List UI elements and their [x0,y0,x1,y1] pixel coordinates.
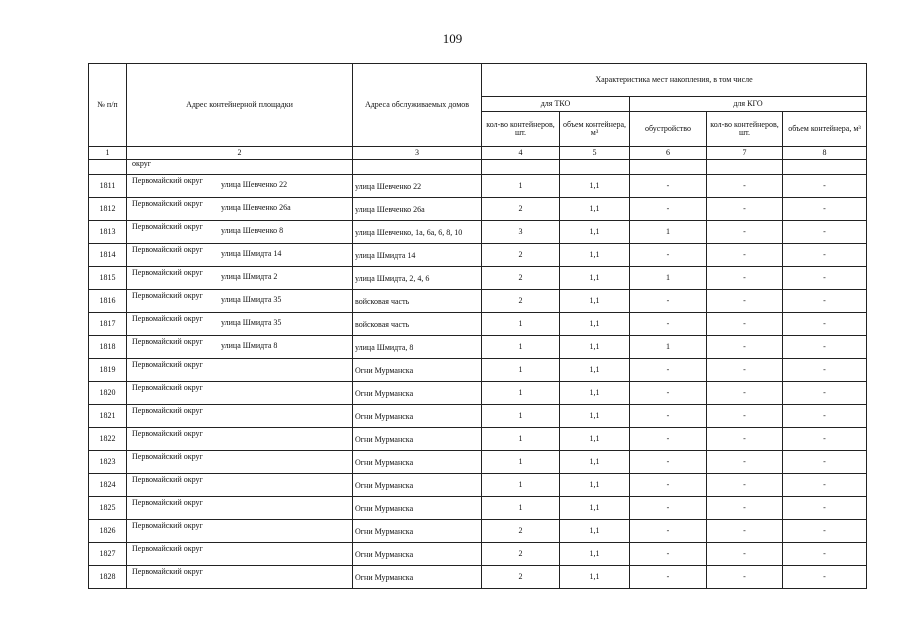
served-houses: улица Шмидта, 2, 4, 6 [353,267,482,290]
kgo-arrangement: - [630,451,707,474]
row-number: 1815 [89,267,127,290]
kgo-volume: - [783,405,867,428]
tko-volume: 1,1 [560,566,630,589]
site-address-cell [127,313,353,336]
kgo-arrangement: - [630,520,707,543]
tko-volume: 1,1 [560,244,630,267]
table-row [89,474,867,497]
column-number: 4 [482,147,560,160]
site-address-cell [127,497,353,520]
site-address-cell [127,244,353,267]
site-street: улица Шмидта 14 [221,249,282,258]
site-street: улица Шевченко 22 [221,180,288,189]
table-row [89,382,867,405]
column-number: 1 [89,147,127,160]
table-row [89,497,867,520]
kgo-arrangement: - [630,382,707,405]
site-district: Первомайский округ [132,475,203,484]
tko-volume: 1,1 [560,520,630,543]
table-row [89,520,867,543]
column-number: 8 [783,147,867,160]
row-number: 1826 [89,520,127,543]
kgo-volume: - [783,175,867,198]
header-kgo-count: кол-во контейнеров, шт. [707,112,783,147]
table-row [89,336,867,359]
kgo-count: - [707,382,783,405]
site-address-cell [127,198,353,221]
kgo-volume: - [783,359,867,382]
row-number: 1817 [89,313,127,336]
column-number: 7 [707,147,783,160]
header-tko-volume: объем контейнера, м³ [560,112,630,147]
continuation-row [89,160,867,175]
served-houses: Огни Мурманска [353,497,482,520]
kgo-arrangement: - [630,405,707,428]
served-houses: улица Шевченко, 1а, 6а, 6, 8, 10 [353,221,482,244]
site-address-cell [127,267,353,290]
served-houses: войсковая часть [353,313,482,336]
header-served: Адреса обслуживаемых домов [353,64,482,147]
kgo-arrangement: - [630,497,707,520]
column-number: 5 [560,147,630,160]
site-district: Первомайский округ [132,521,203,530]
table-row [89,405,867,428]
site-address-cell [127,520,353,543]
kgo-volume: - [783,221,867,244]
served-houses: Огни Мурманска [353,428,482,451]
site-district: Первомайский округ [132,383,203,392]
kgo-count: - [707,198,783,221]
kgo-count: - [707,313,783,336]
kgo-volume: - [783,198,867,221]
tko-volume: 1,1 [560,290,630,313]
row-number: 1825 [89,497,127,520]
site-street: улица Шмидта 35 [221,295,282,304]
tko-count: 2 [482,267,560,290]
kgo-count: - [707,359,783,382]
column-numbers-row [89,147,867,160]
kgo-count: - [707,451,783,474]
kgo-count: - [707,290,783,313]
table-row [89,175,867,198]
row-number: 1818 [89,336,127,359]
site-address-cell [127,405,353,428]
site-street: улица Шевченко 26а [221,203,291,212]
site-address-cell [127,290,353,313]
kgo-arrangement: - [630,543,707,566]
tko-volume: 1,1 [560,405,630,428]
row-number: 1828 [89,566,127,589]
row-number: 1824 [89,474,127,497]
site-street: улица Шмидта 8 [221,341,278,350]
served-houses: Огни Мурманска [353,566,482,589]
tko-count: 1 [482,474,560,497]
site-address-cell [127,543,353,566]
tko-count: 2 [482,566,560,589]
column-number: 6 [630,147,707,160]
tko-count: 1 [482,336,560,359]
kgo-count: - [707,221,783,244]
site-address-cell [127,428,353,451]
kgo-arrangement: - [630,313,707,336]
site-district: Первомайский округ [132,452,203,461]
tko-volume: 1,1 [560,313,630,336]
row-number: 1822 [89,428,127,451]
tko-volume: 1,1 [560,336,630,359]
kgo-arrangement: - [630,566,707,589]
kgo-volume: - [783,244,867,267]
kgo-arrangement: - [630,474,707,497]
served-houses: Огни Мурманска [353,451,482,474]
table-row [89,566,867,589]
row-number: 1813 [89,221,127,244]
site-district: Первомайский округ [132,291,203,300]
tko-count: 2 [482,244,560,267]
row-number: 1816 [89,290,127,313]
header-tko-count: кол-во контейнеров, шт. [482,112,560,147]
kgo-volume: - [783,566,867,589]
tko-count: 1 [482,359,560,382]
container-sites-table [88,63,867,589]
served-houses: улица Шмидта 14 [353,244,482,267]
kgo-count: - [707,520,783,543]
table-row [89,290,867,313]
tko-count: 2 [482,520,560,543]
served-houses: Огни Мурманска [353,359,482,382]
site-district: Первомайский округ [132,199,203,208]
served-houses: улица Шевченко 26а [353,198,482,221]
site-district: Первомайский округ [132,176,203,185]
kgo-count: - [707,566,783,589]
site-address-cell [127,221,353,244]
served-houses: войсковая часть [353,290,482,313]
kgo-volume: - [783,290,867,313]
served-houses: Огни Мурманска [353,382,482,405]
kgo-arrangement: - [630,198,707,221]
header-kgo-arrangement: обустройство [630,112,707,147]
table-row [89,244,867,267]
site-address-cell [127,359,353,382]
kgo-count: - [707,543,783,566]
kgo-count: - [707,497,783,520]
site-district: Первомайский округ [132,544,203,553]
header-characteristics: Характеристика мест накопления, в том числе [482,64,867,97]
row-number: 1819 [89,359,127,382]
kgo-arrangement: - [630,428,707,451]
site-street: улица Шевченко 8 [221,226,284,235]
kgo-arrangement: 1 [630,221,707,244]
site-district: Первомайский округ [132,567,203,576]
served-houses: Огни Мурманска [353,520,482,543]
kgo-arrangement: - [630,175,707,198]
kgo-arrangement: - [630,359,707,382]
table-body [89,160,867,589]
kgo-volume: - [783,382,867,405]
tko-volume: 1,1 [560,543,630,566]
page-number: 109 [442,31,463,46]
site-district: Первомайский округ [132,337,203,346]
tko-volume: 1,1 [560,474,630,497]
tko-volume: 1,1 [560,359,630,382]
tko-count: 2 [482,290,560,313]
site-address-cell [127,175,353,198]
table-row [89,267,867,290]
kgo-volume: - [783,543,867,566]
kgo-arrangement: - [630,290,707,313]
row-number: 1827 [89,543,127,566]
tko-volume: 1,1 [560,428,630,451]
kgo-arrangement: 1 [630,336,707,359]
table-header [89,64,867,160]
tko-count: 1 [482,428,560,451]
tko-volume: 1,1 [560,221,630,244]
kgo-arrangement: 1 [630,267,707,290]
row-number: 1823 [89,451,127,474]
tko-count: 1 [482,405,560,428]
site-district: Первомайский округ [132,429,203,438]
tko-volume: 1,1 [560,175,630,198]
kgo-count: - [707,175,783,198]
row-number: 1814 [89,244,127,267]
site-district: Первомайский округ [132,314,203,323]
site-district: Первомайский округ [132,222,203,231]
tko-count: 1 [482,313,560,336]
tko-volume: 1,1 [560,451,630,474]
site-district: Первомайский округ [132,245,203,254]
site-district: Первомайский округ [132,406,203,415]
site-district: Первомайский округ [132,268,203,277]
kgo-count: - [707,336,783,359]
kgo-count: - [707,267,783,290]
kgo-volume: - [783,520,867,543]
tko-count: 1 [482,451,560,474]
kgo-volume: - [783,474,867,497]
kgo-count: - [707,428,783,451]
tko-volume: 1,1 [560,198,630,221]
site-address-cell [127,566,353,589]
tko-count: 1 [482,497,560,520]
kgo-count: - [707,244,783,267]
kgo-arrangement: - [630,244,707,267]
kgo-volume: - [783,428,867,451]
site-address-cell [127,336,353,359]
kgo-volume: - [783,336,867,359]
tko-count: 1 [482,175,560,198]
header-address: Адрес контейнерной площадки [127,64,353,147]
row-number: 1811 [89,175,127,198]
table-row [89,221,867,244]
row-number: 1812 [89,198,127,221]
column-number: 2 [127,147,353,160]
table-row [89,428,867,451]
row-number: 1821 [89,405,127,428]
site-street: улица Шмидта 2 [221,272,278,281]
served-houses: Огни Мурманска [353,543,482,566]
tko-count: 2 [482,543,560,566]
tko-count: 2 [482,198,560,221]
continuation-text: округ [127,160,353,175]
served-houses: улица Шмидта, 8 [353,336,482,359]
header-kgo-volume: объем контейнера, м³ [783,112,867,147]
served-houses: Огни Мурманска [353,405,482,428]
kgo-volume: - [783,267,867,290]
header-num: № п/п [89,64,127,147]
site-address-cell [127,474,353,497]
tko-count: 1 [482,382,560,405]
tko-volume: 1,1 [560,267,630,290]
served-houses: Огни Мурманска [353,474,482,497]
kgo-count: - [707,474,783,497]
kgo-volume: - [783,451,867,474]
site-street: улица Шмидта 35 [221,318,282,327]
site-address-cell [127,451,353,474]
table-row [89,451,867,474]
table-row [89,543,867,566]
tko-volume: 1,1 [560,497,630,520]
table-row [89,359,867,382]
site-district: Первомайский округ [132,360,203,369]
header-tko: для ТКО [482,97,630,112]
header-kgo: для КГО [630,97,867,112]
tko-count: 3 [482,221,560,244]
row-number: 1820 [89,382,127,405]
kgo-volume: - [783,497,867,520]
kgo-volume: - [783,313,867,336]
table-row [89,313,867,336]
table-row [89,198,867,221]
kgo-count: - [707,405,783,428]
site-district: Первомайский округ [132,498,203,507]
tko-volume: 1,1 [560,382,630,405]
column-number: 3 [353,147,482,160]
served-houses: улица Шевченко 22 [353,175,482,198]
site-address-cell [127,382,353,405]
